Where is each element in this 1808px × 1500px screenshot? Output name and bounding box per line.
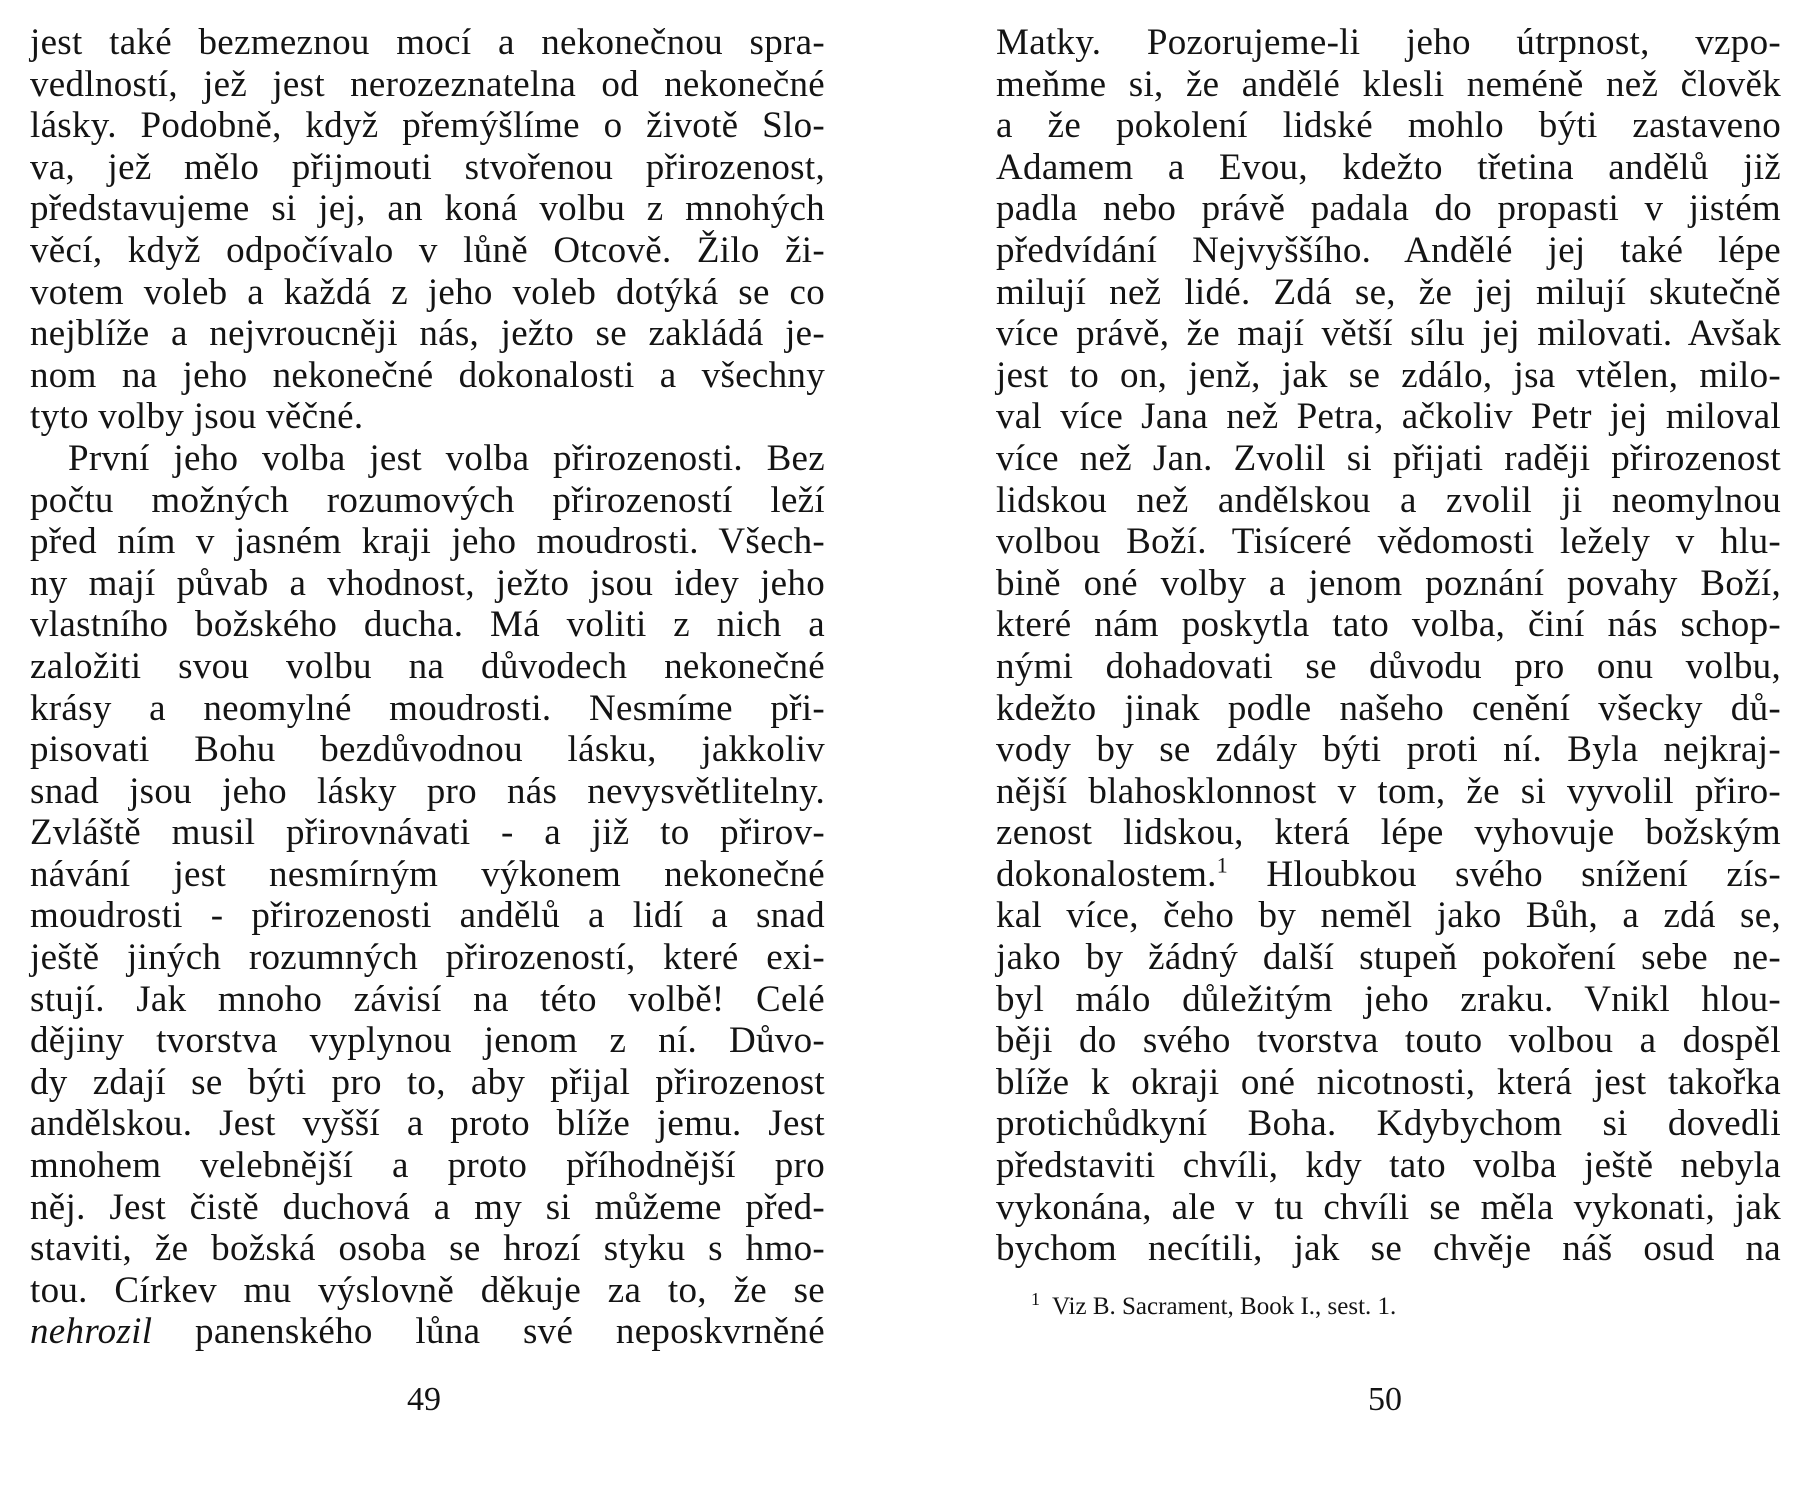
left-line-8: nejblíže a nejvroucněji nás, ježto se zakládá je-	[30, 313, 825, 355]
left-line-14: ny mají půvab a vhodnost, ježto jsou idey jeho	[30, 562, 825, 604]
left-line-26: dy zdají se býti pro to, aby přijal přirozenost	[30, 1061, 825, 1103]
left-line-10: tyto volby jsou věčné.	[30, 396, 364, 438]
right-line-27: protichůdkyní Boha. Kdybychom si dovedli	[996, 1103, 1781, 1145]
left-line-18: pisovati Bohu bezdůvodnou lásku, jakkoliv	[30, 729, 825, 771]
left-line-11: První jeho volba jest volba přirozenosti. Bez	[68, 437, 825, 479]
right-line-30: bychom necítili, jak se chvěje náš osud na	[996, 1228, 1781, 1270]
right-line-21-start: dokonalostem.	[996, 853, 1217, 895]
right-line-19: nější blahosklonnost v tom, že si vyvolil přiro-	[996, 770, 1781, 812]
left-line-17: krásy a neomylné moudrosti. Nesmíme při-	[30, 687, 825, 729]
left-line-30: staviti, že božská osoba se hrozí styku s hmo-	[30, 1228, 825, 1270]
right-line-4: Adamem a Evou, kdežto třetina andělů již	[996, 146, 1781, 188]
right-line-29: vykonána, ale v tu chvíli se měla vykonati, jak	[996, 1186, 1781, 1228]
page-number-left: 49	[407, 1381, 441, 1418]
right-line-13: volbou Boží. Tisíceré vědomosti ležely v hlu-	[996, 521, 1781, 563]
right-line-8: více právě, že mají větší sílu jej milovati. Avšak	[996, 313, 1781, 355]
left-line-12: počtu možných rozumových přirozeností leží	[30, 479, 825, 521]
left-line-16: založiti svou volbu na důvodech nekonečné	[30, 645, 825, 687]
right-line-20: zenost lidskou, která lépe vyhovuje božským	[996, 812, 1781, 854]
left-line-13: před ním v jasném kraji jeho moudrosti. Všech-	[30, 521, 825, 563]
right-line-12: lidskou než andělskou a zvolil ji neomylnou	[996, 479, 1781, 521]
left-line-23: ještě jiných rozumných přirozeností, které exi-	[30, 937, 825, 979]
right-line-24: byl málo důležitým jeho zraku. Vnikl hlou-	[996, 978, 1781, 1020]
right-line-9: jest to on, jenž, jak se zdálo, jsa vtělen, milo-	[996, 354, 1781, 396]
left-line-5: představujeme si jej, an koná volbu z mnohých	[30, 188, 825, 230]
emphasis-word: nehrozil	[30, 1311, 153, 1353]
left-line-32-rest: panenského lůna své neposkvrněné	[152, 1311, 825, 1353]
left-line-6: věcí, když odpočívalo v lůně Otcově. Žilo ži-	[30, 229, 825, 271]
left-line-21: návání jest nesmírným výkonem nekonečné	[30, 853, 825, 895]
right-line-21-rest: Hloubkou svého snížení zís-	[1228, 853, 1781, 895]
right-line-16: nými dohadovati se důvodu pro onu volbu,	[996, 645, 1781, 687]
right-line-23: jako by žádný další stupeň pokoření sebe ne-	[996, 937, 1781, 979]
left-line-19: snad jsou jeho lásky pro nás nevysvětlitelny.	[30, 770, 825, 812]
left-line-20: Zvláště musil přirovnávati - a již to přirov-	[30, 812, 825, 854]
right-line-2: meňme si, že andělé klesli neméně než člověk	[996, 63, 1781, 105]
right-line-3: a že pokolení lidské mohlo býti zastaveno	[996, 105, 1781, 147]
right-line-21	[996, 854, 1781, 896]
left-line-2: vedlností, jež jest nerozeznatelna od nekonečné	[30, 63, 825, 105]
right-line-26: blíže k okraji oné nicotnosti, která jest takořka	[996, 1061, 1781, 1103]
left-line-9: nom na jeho nekonečné dokonalosti a všechny	[30, 354, 825, 396]
right-line-17: kdežto jinak podle našeho cenění všecky dů-	[996, 687, 1781, 729]
right-line-18: vody by se zdály býti proti ní. Byla nejkraj-	[996, 729, 1781, 771]
right-line-15: které nám poskytla tato volba, činí nás schop-	[996, 604, 1781, 646]
page-number-right: 50	[1368, 1381, 1402, 1418]
left-line-25: dějiny tvorstva vyplynou jenom z ní. Důvo-	[30, 1020, 825, 1062]
left-line-28: mnohem velebnější a proto příhodnější pro	[30, 1145, 825, 1187]
right-line-11: více než Jan. Zvolil si přijati raději přirozenost	[996, 437, 1781, 479]
right-page	[996, 22, 1781, 1270]
left-line-7: votem voleb a každá z jeho voleb dotýká se co	[30, 271, 825, 313]
left-line-15: vlastního božského ducha. Má voliti z nich a	[30, 604, 825, 646]
right-line-22: kal více, čeho by neměl jako Bůh, a zdá se,	[996, 895, 1781, 937]
right-line-7: milují než lidé. Zdá se, že jej milují skutečně	[996, 271, 1781, 313]
right-line-1: Matky. Pozorujeme-li jeho útrpnost, vzpo-	[996, 22, 1781, 63]
right-line-25: běji do svého tvorstva touto volbou a dospěl	[996, 1020, 1781, 1062]
right-line-5: padla nebo právě padala do propasti v jistém	[996, 188, 1781, 230]
left-line-29: něj. Jest čistě duchová a my si můžeme před-	[30, 1186, 825, 1228]
left-line-24: stují. Jak mnoho závisí na této volbě! Celé	[30, 978, 825, 1020]
footnote-reference[interactable]: 1	[1216, 852, 1229, 878]
right-line-6: předvídání Nejvyššího. Andělé jej také lépe	[996, 229, 1781, 271]
left-line-32	[30, 1311, 825, 1353]
left-line-22: moudrosti - přirozenosti andělů a lidí a snad	[30, 895, 825, 937]
footnote	[1031, 1288, 1397, 1322]
left-line-27: andělskou. Jest vyšší a proto blíže jemu. Jest	[30, 1103, 825, 1145]
right-line-28: představiti chvíli, kdy tato volba ještě nebyla	[996, 1145, 1781, 1187]
left-page	[30, 22, 825, 1353]
left-line-4: va, jež mělo přijmouti stvořenou přirozenost,	[30, 146, 825, 188]
right-line-14: bině oné volby a jenom poznání povahy Boží,	[996, 562, 1781, 604]
left-line-1: jest také bezmeznou mocí a nekonečnou spra-	[30, 22, 825, 63]
left-line-3: lásky. Podobně, když přemýšlíme o životě Slo-	[30, 105, 825, 147]
footnote-text: Viz B. Sacrament, Book I., sest. 1.	[1052, 1293, 1397, 1320]
left-line-31: tou. Církev mu výslovně děkuje za to, že se	[30, 1269, 825, 1311]
right-line-10: val více Jana než Petra, ačkoliv Petr jej miloval	[996, 396, 1781, 438]
footnote-mark: 1	[1031, 1288, 1040, 1309]
